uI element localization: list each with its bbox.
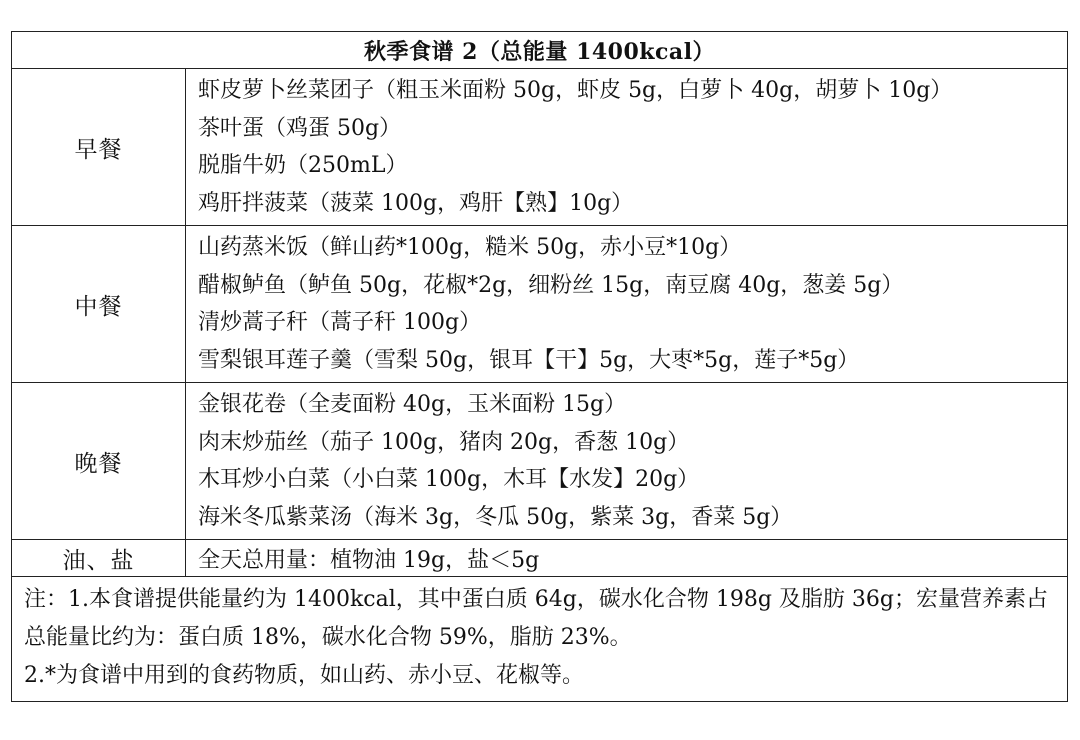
title-row: [12, 32, 1068, 69]
dish-item: 金银花卷（全麦面粉 40g，玉米面粉 15g）: [198, 392, 627, 417]
meal-name-dinner: 晚餐: [12, 383, 186, 540]
dish-list-lunch: [186, 226, 1068, 383]
dish-item: 脱脂牛奶（250mL）: [198, 153, 408, 178]
note-line: 注：1.本食谱提供能量约为 1400kcal，其中蛋白质 64g，碳水化合物 198g 及脂肪 36g；宏量营养素占总能量比约为：蛋白质 18%，碳水化合物 59%，脂肪 23%。: [24, 587, 1048, 650]
notes-row: [12, 577, 1068, 702]
dish-list-dinner: [186, 383, 1068, 540]
oil-salt-value: 全天总用量：植物油 19g，盐＜5g: [186, 540, 1068, 577]
meal-name-breakfast: 早餐: [12, 69, 186, 226]
meal-row-dinner: [12, 383, 1068, 540]
recipe-table: [11, 31, 1068, 702]
dish-item: 海米冬瓜紫菜汤（海米 3g，冬瓜 50g，紫菜 3g，香菜 5g）: [198, 504, 793, 530]
meal-row-breakfast: [12, 69, 1068, 226]
meal-row-lunch: [12, 226, 1068, 383]
dish-item: 木耳炒小白菜（小白菜 100g，木耳【水发】20g）: [198, 467, 700, 492]
dish-item: 鸡肝拌菠菜（菠菜 100g，鸡肝【熟】10g）: [198, 190, 634, 216]
dish-list-breakfast: [186, 69, 1068, 226]
dish-item: 山药蒸米饭（鲜山药*100g，糙米 50g，赤小豆*10g）: [198, 235, 742, 260]
dish-item: 醋椒鲈鱼（鲈鱼 50g，花椒*2g，细粉丝 15g，南豆腐 40g，葱姜 5g）: [198, 272, 904, 298]
table-title: 秋季食谱 2（总能量 1400kcal）: [12, 32, 1068, 69]
meal-name-lunch: 中餐: [12, 226, 186, 383]
note-line: 2.*为食谱中用到的食药物质，如山药、赤小豆、花椒等。: [24, 663, 584, 688]
oil-salt-label: 油、盐: [12, 540, 186, 577]
dish-item: 虾皮萝卜丝菜团子（粗玉米面粉 50g，虾皮 5g，白萝卜 40g，胡萝卜 10g）: [198, 78, 953, 103]
oil-salt-row: [12, 540, 1068, 577]
dish-item: 清炒蒿子秆（蒿子秆 100g）: [198, 310, 482, 335]
notes-cell: [12, 577, 1068, 702]
dish-item: 茶叶蛋（鸡蛋 50g）: [198, 115, 402, 141]
dish-item: 雪梨银耳莲子羹（雪梨 50g，银耳【干】5g，大枣*5g，莲子*5g）: [198, 347, 860, 373]
dish-item: 肉末炒茄丝（茄子 100g，猪肉 20g，香葱 10g）: [198, 429, 690, 455]
